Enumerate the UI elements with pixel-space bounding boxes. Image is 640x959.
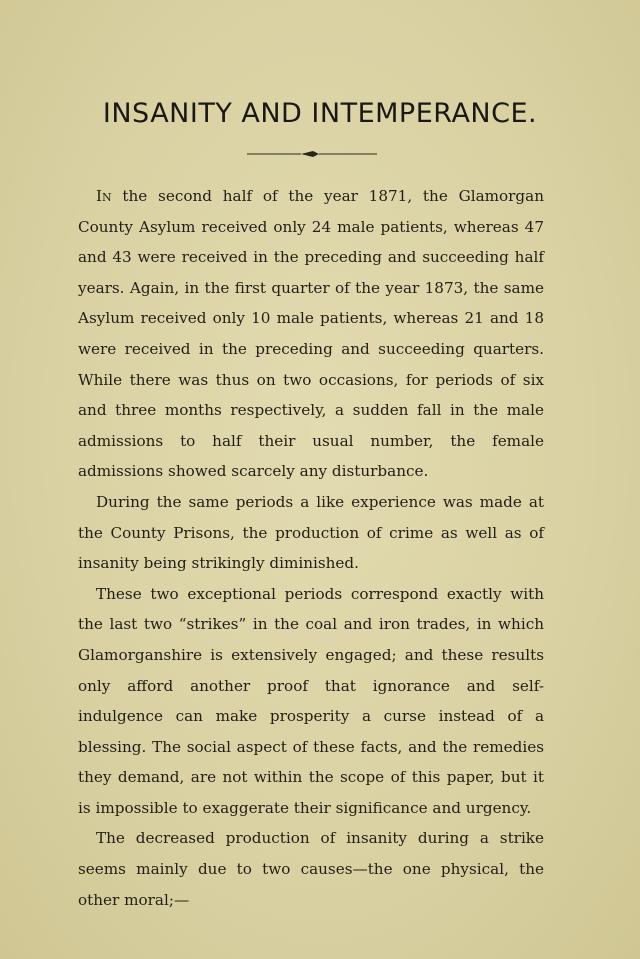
paragraph-3-text: These two exceptional periods correspond exactly with the last two “strikes” in the coal and iron trades, in which Glamorganshire is extensively engaged; and these results only afford another proof that ignorance and self-indulgence can make prosperity a curse instead of a blessing. The social aspect of these facts, and the remedies they demand, are not within the scope of this paper, but it is impossible to exaggerate their significance and urgency. [78,584,544,817]
page-title: INSANITY AND INTEMPERANCE. [102,98,538,129]
paragraph-4-text: The decreased production of insanity during a strike seems mainly due to two causes—the one physical, the other moral;— [78,829,544,909]
ornament-divider [247,149,377,159]
paragraph-1-text: the second half of the year 1871, the Glamorgan County Asylum received only 24 male patients, whereas 47 and 43 were received in the preceding and succeeding half years. Again, in the first quarter of the year 1873, the same Asylum received only 10 male patients, whereas 21 and 18 were received in the preceding and succeeding quarters. While there was thus on two occasions, for periods of six and three months respectively, a sudden fall in the male admissions to half their usual number, the female admissions showed scarcely any disturbance. [78,187,544,481]
paragraph-3 [78,579,544,824]
body-text [78,181,544,915]
paragraph-1-lead: In [96,187,112,205]
paragraph-2 [78,487,544,579]
paragraph-1 [78,181,544,487]
paragraph-2-text: During the same periods a like experience was made at the County Prisons, the production of crime as well as of insanity being strikingly diminished. [78,492,544,573]
paragraph-4 [78,823,544,915]
